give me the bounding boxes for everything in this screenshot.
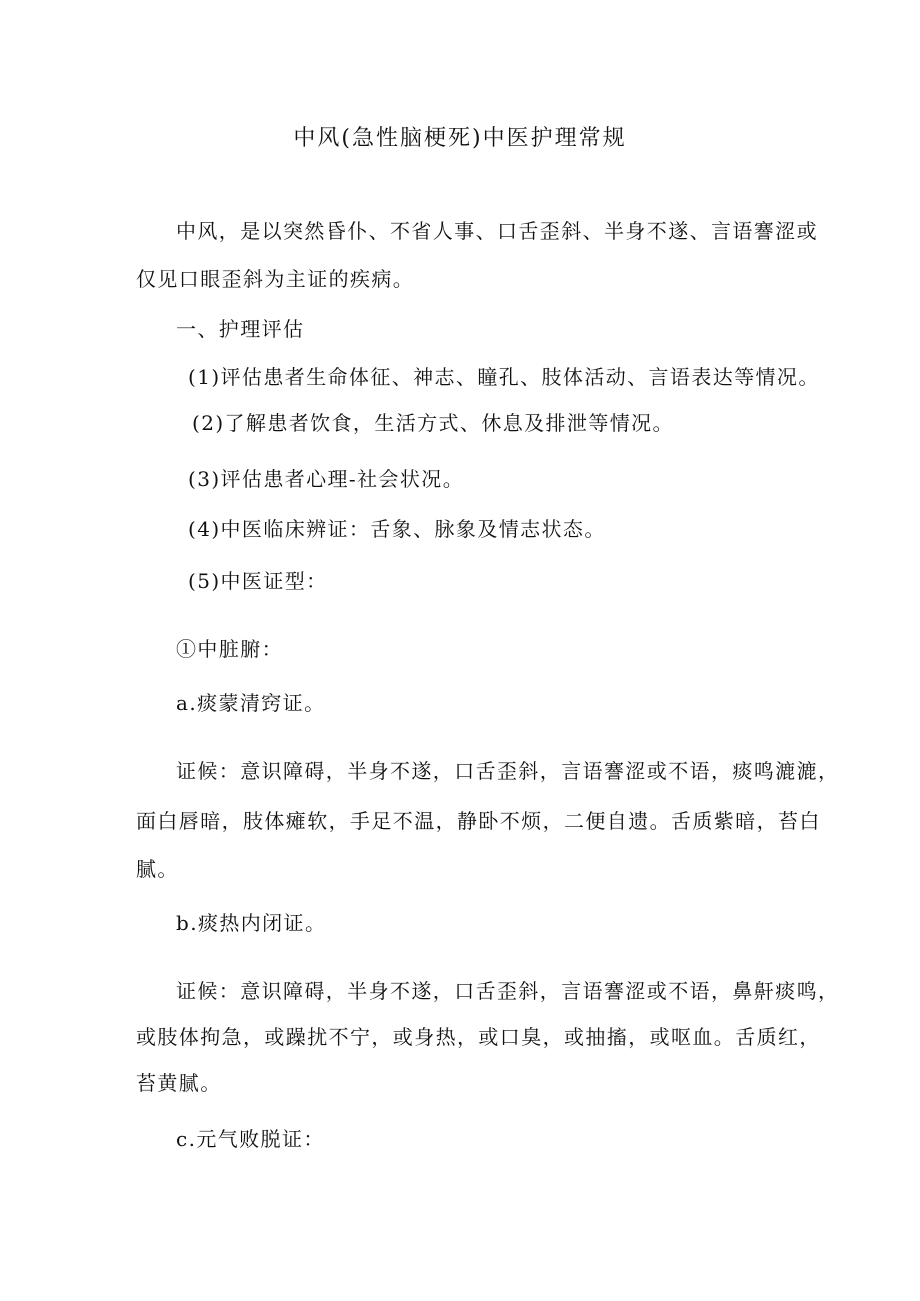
syndrome-a-heading: a.痰蒙清窍证。 — [176, 691, 326, 715]
document-title: 中风(急性脑梗死)中医护理常规 — [293, 126, 627, 151]
assessment-item-1: (1)评估患者生命体征、神志、瞳孔、肢体活动、言语表达等情况。 — [188, 365, 820, 389]
assessment-item-2: (2)了解患者饮食，生活方式、休息及排泄等情况。 — [192, 411, 674, 435]
intro-line-1: 中风，是以突然昏仆、不省人事、口舌歪斜、半身不遂、言语謇涩或 — [176, 219, 818, 243]
section-heading-assessment: 一、护理评估 — [176, 317, 305, 341]
syndrome-a-line-2: 面白唇暗，肢体瘫软，手足不温，静卧不烦，二便自遗。舌质紫暗，苔白 — [136, 809, 821, 833]
intro-line-2: 仅见口眼歪斜为主证的疾病。 — [136, 267, 415, 291]
syndrome-a-line-1: 证候：意识障碍，半身不遂，口舌歪斜，言语謇涩或不语，痰鸣漉漉， — [176, 759, 840, 783]
syndrome-b-heading: b.痰热内闭证。 — [176, 911, 327, 935]
syndrome-c-heading: c.元气败脱证： — [176, 1127, 325, 1151]
syndrome-b-line-2: 或肢体拘急，或躁扰不宁，或身热，或口臭，或抽搐，或呕血。舌质红， — [136, 1025, 821, 1049]
assessment-item-4: (4)中医临床辨证：舌象、脉象及情志状态。 — [188, 517, 606, 541]
assessment-item-5: (5)中医证型： — [188, 569, 328, 593]
syndrome-b-line-3: 苔黄腻。 — [136, 1071, 222, 1095]
assessment-item-3: (3)评估患者心理-社会状况。 — [188, 467, 465, 491]
syndrome-b-line-1: 证候：意识障碍，半身不遂，口舌歪斜，言语謇涩或不语，鼻鼾痰鸣， — [176, 979, 840, 1003]
subsection-heading-zhongzangfu: ①中脏腑： — [176, 637, 283, 661]
syndrome-a-line-3: 腻。 — [136, 857, 179, 881]
